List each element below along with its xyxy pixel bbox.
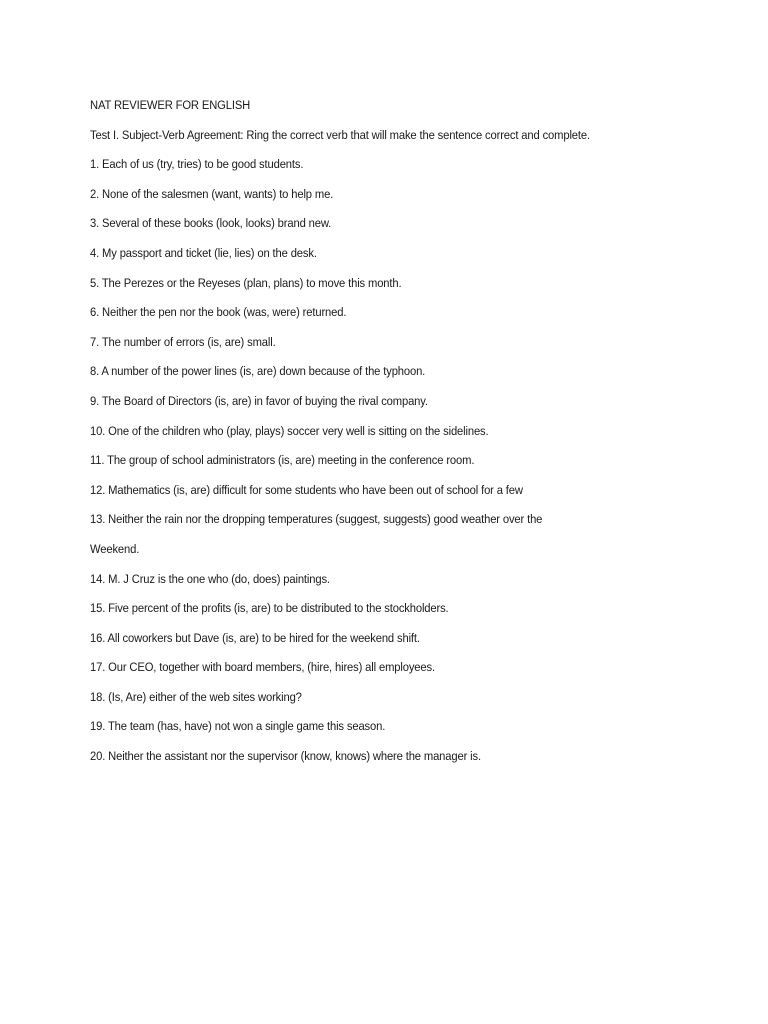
question-item: 15. Five percent of the profits (is, are) to be distributed to the stockholders.	[90, 601, 449, 616]
question-item-continuation: Weekend.	[90, 541, 140, 556]
question-item: 19. The team (has, have) not won a single game this season.	[90, 719, 386, 734]
question-item: 18. (Is, Are) either of the web sites working?	[90, 689, 302, 704]
question-item: 2. None of the salesmen (want, wants) to help me.	[90, 186, 334, 201]
document-content	[90, 91, 710, 772]
page-title: NAT REVIEWER FOR ENGLISH	[90, 98, 251, 112]
question-item: 10. One of the children who (play, plays) soccer very well is sitting on the sidelines.	[90, 423, 489, 438]
question-item: 6. Neither the pen nor the book (was, were) returned.	[90, 305, 347, 320]
question-item: 11. The group of school administrators (is, are) meeting in the conference room.	[90, 453, 475, 468]
question-item: 13. Neither the rain nor the dropping temperatures (suggest, suggests) good weather over the	[90, 512, 543, 527]
question-item: 7. The number of errors (is, are) small.	[90, 334, 276, 349]
question-item: 12. Mathematics (is, are) difficult for some students who have been out of school for a few	[90, 482, 523, 497]
question-item: 4. My passport and ticket (lie, lies) on the desk.	[90, 245, 317, 260]
question-item: 14. M. J Cruz is the one who (do, does) paintings.	[90, 571, 330, 586]
instructions: Test I. Subject-Verb Agreement: Ring the correct verb that will make the sentence correct and complete.	[90, 127, 590, 142]
question-item: 17. Our CEO, together with board members, (hire, hires) all employees.	[90, 660, 435, 675]
question-item: 9. The Board of Directors (is, are) in favor of buying the rival company.	[90, 393, 428, 408]
question-item: 1. Each of us (try, tries) to be good students.	[90, 157, 304, 172]
question-item: 8. A number of the power lines (is, are) down because of the typhoon.	[90, 364, 426, 379]
question-item: 16. All coworkers but Dave (is, are) to be hired for the weekend shift.	[90, 630, 420, 645]
question-item: 3. Several of these books (look, looks) brand new.	[90, 216, 332, 231]
question-item: 20. Neither the assistant nor the supervisor (know, knows) where the manager is.	[90, 749, 481, 764]
question-item: 5. The Perezes or the Reyeses (plan, plans) to move this month.	[90, 275, 402, 290]
